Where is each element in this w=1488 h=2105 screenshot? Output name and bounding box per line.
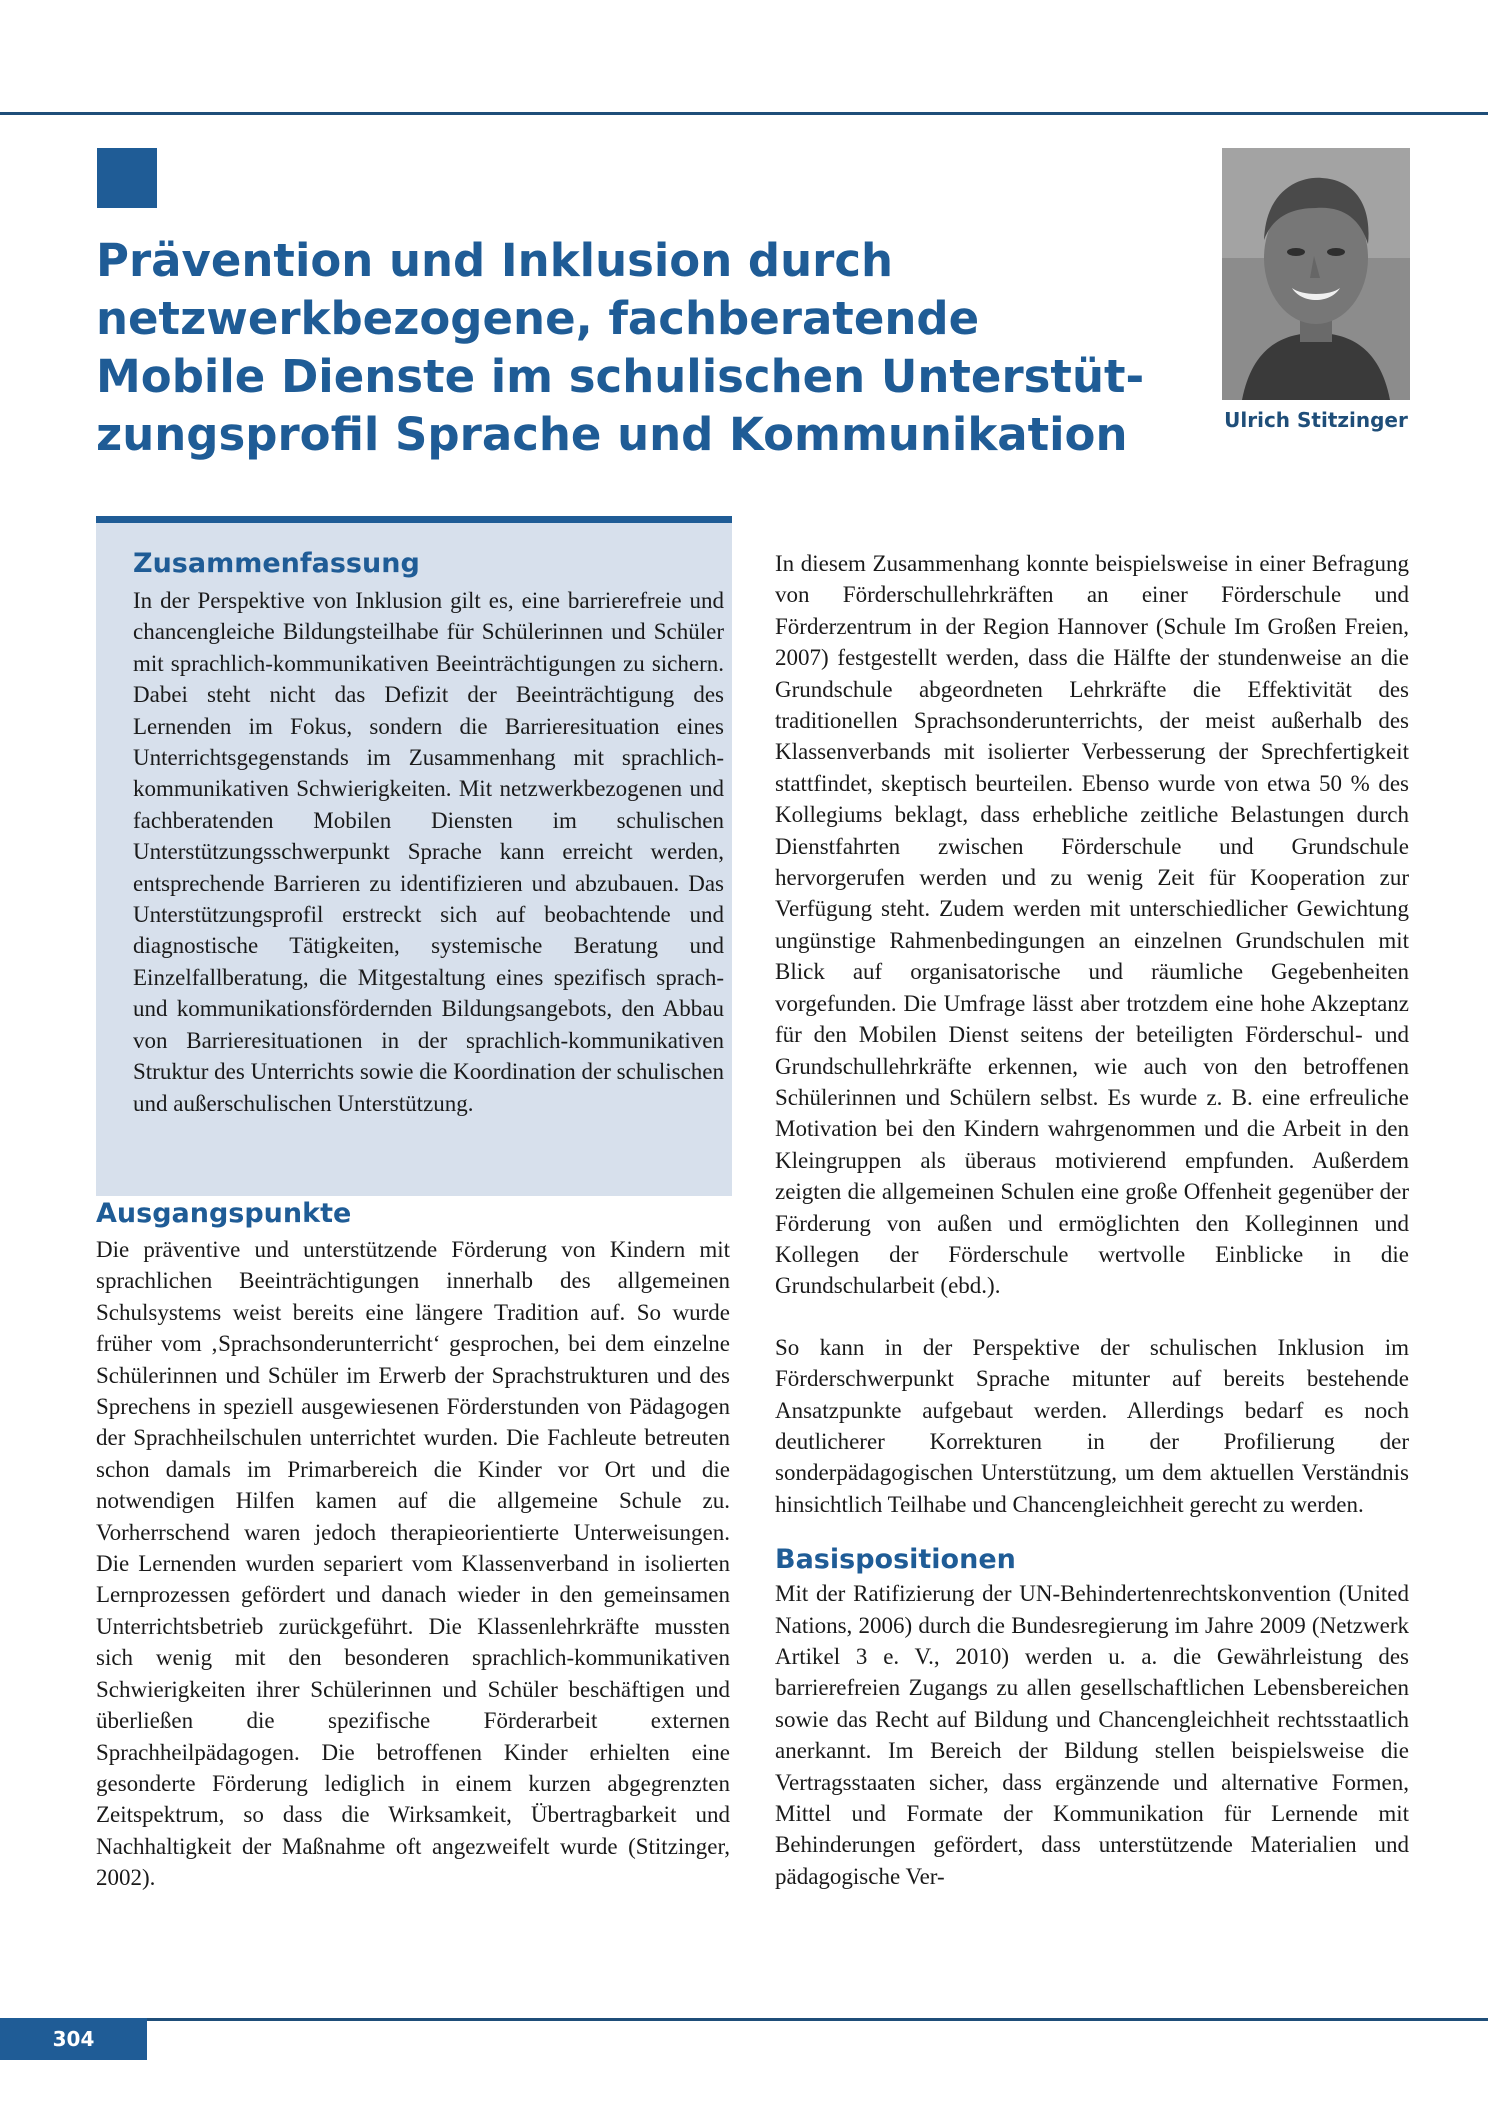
section-heading-basispositionen: Basispositionen (775, 1544, 1016, 1576)
paragraph-basispositionen: Mit der Ratifizierung der UN-Behindertenrechtskonvention (United Nations, 2006) durch die Bundesregierung im Jahre 2009 (Netzwerk Artikel 3 e. V., 2010) werden u. a. die Gewährleistung des barrierefreien Zugangs zu allen gesellschaftlichen Lebensbereichen sowie das Recht auf Bildung und Chancengleichheit rechtsstaatlich anerkannt. Im Bereich der Bildung stellen beispielsweise die Vertragsstaaten sicher, dass ergänzende und alternative Formen, Mittel und Formate der Kommunikation für Lernende mit Behinderungen gefördert, dass unterstützende Materialien und pädagogische Ver- (775, 1581, 1409, 1889)
page-number: 304 (0, 2018, 147, 2060)
section-heading-ausgangspunkte: Ausgangspunkte (96, 1198, 352, 1229)
abstract-heading: Zusammenfassung (133, 548, 420, 579)
top-rule (0, 112, 1488, 115)
left-column (96, 1196, 730, 1894)
paragraph-befragung: In diesem Zusammenhang konnte beispielsweise in einer Befragung von Förderschullehrkräften an einer Förderschule und Förderzentrum in der Region Hannover (Schule Im Großen Freien, 2007) festgestellt werden, dass die Hälfte der stundenweise an die Grundschule abgeordneten Lehrkräfte die Effektivität des traditionellen Sprachsonderunterrichts, der meist außerhalb des Klassenverbands mit isolierter Verbesserung der Sprechfertigkeit stattfindet, skeptisch beurteilen. Ebenso wurde von etwa 50 % des Kollegiums beklagt, dass erhebliche zeitliche Belastungen durch Dienstfahrten zwischen Förderschule und Grundschule hervorgerufen werden und zu wenig Zeit für Kooperation zur Verfügung steht. Zudem werden mit unterschiedlicher Gewichtung ungünstige Rahmenbedingungen an einzelnen Grundschulen mit Blick auf organisatorische und räumliche Gegebenheiten vorgefunden. Die Umfrage lässt aber trotzdem eine hohe Akzeptanz für den Mobilen Dienst seitens der beteiligten Förderschul- und Grundschullehrkräfte erkennen, wie auch von den betroffenen Schülerinnen und Schülern selbst. Es wurde z. B. eine erfreuliche Motivation bei den Kindern wahrgenommen und die Arbeit in den Kleingruppen als überaus motivierend empfunden. Außerdem zeigten die allgemeinen Schulen eine große Offenheit gegenüber der Förderung von außen und ermöglichten den Kolleginnen und Kollegen der Förderschule wertvolle Einblicke in die Grundschularbeit (ebd.). (775, 551, 1409, 1299)
section-marker-square (97, 148, 157, 208)
bottom-rule (0, 2018, 1488, 2021)
abstract-box (96, 516, 732, 1196)
right-column (775, 548, 1409, 1892)
author-name: Ulrich Stitzinger (1224, 408, 1408, 432)
article-title: Prävention und Inklusion durch netzwerkbezogene, fachberatende Mobile Dienste im schulischen Unterstüt- zungsprofil Sprache und Kommunikation (96, 234, 1145, 461)
portrait-image (1222, 148, 1410, 400)
author-photo (1222, 148, 1410, 400)
paragraph-perspektive: So kann in der Perspektive der schulischen Inklusion im Förderschwerpunkt Sprache mitunter auf bereits bestehende Ansatzpunkte aufgebaut werden. Allerdings bedarf es noch deutlicherer Korrekturen in der Profilierung der sonderpädagogischen Unterstützung, um dem aktuellen Verständnis hinsichtlich Teilhabe und Chancengleichheit gerecht zu werden. (775, 1334, 1409, 1517)
abstract-text: In der Perspektive von Inklusion gilt es, eine barrierefreie und chancengleiche Bildungsteilhabe für Schülerinnen und Schüler mit sprachlich-kommunikativen Beeinträchtigungen zu sichern. Dabei steht nicht das Defizit der Beeinträchtigung des Lernenden im Fokus, sondern die Barrieresituation eines Unterrichtsgegenstands im Zusammenhang mit sprachlich-kommunikativen Schwierigkeiten. Mit netzwerkbezogenen und fachberatenden Mobilen Diensten im schulischen Unterstützungsschwerpunkt Sprache kann erreicht werden, entsprechende Barrieren zu identifizieren und abzubauen. Das Unterstützungsprofil erstreckt sich auf beobachtende und diagnostische Tätigkeiten, systemische Beratung und Einzelfallberatung, die Mitgestaltung eines spezifisch sprach- und kommunikationsfördernden Bildungsangebots, den Abbau von Barrieresituationen in der sprachlich-kommunikativen Struktur des Unterrichts sowie die Koordination der schulischen und außerschulischen Unterstützung. (133, 588, 724, 1116)
paragraph-ausgangspunkte: Die präventive und unterstützende Förderung von Kindern mit sprachlichen Beeinträchtigungen innerhalb des allgemeinen Schulsystems weist bereits eine längere Tradition auf. So wurde früher vom ‚Sprachsonderunterricht‘ gesprochen, bei dem einzelne Schülerinnen und Schüler im Erwerb der Sprachstrukturen und des Sprechens in speziell ausgewiesenen Förderstunden von Pädagogen der Sprachheilschulen unterrichtet wurden. Die Fachleute betreuten schon damals im Primarbereich die Kinder vor Ort und die notwendigen Hilfen kamen auf die allgemeine Schule zu. Vorherrschend waren jedoch therapieorientierte Unterweisungen. Die Lernenden wurden separiert vom Klassenverband in isolierten Lernprozessen gefördert und danach wieder in den gemeinsamen Unterrichtsbetrieb zurückgeführt. Die Klassenlehrkräfte mussten sich wenig mit den besonderen sprachlich-kommunikativen Schwierigkeiten ihrer Schülerinnen und Schüler beschäftigen und überließen die spezifische Förderarbeit externen Sprachheilpädagogen. Die betroffenen Kinder erhielten eine gesonderte Förderung lediglich in einem kurzen abgegrenzten Zeitspektrum, so dass die Wirksamkeit, Übertragbarkeit und Nachhaltigkeit der Maßnahme oft angezweifelt wurde (Stitzinger, 2002). (96, 1237, 730, 1891)
